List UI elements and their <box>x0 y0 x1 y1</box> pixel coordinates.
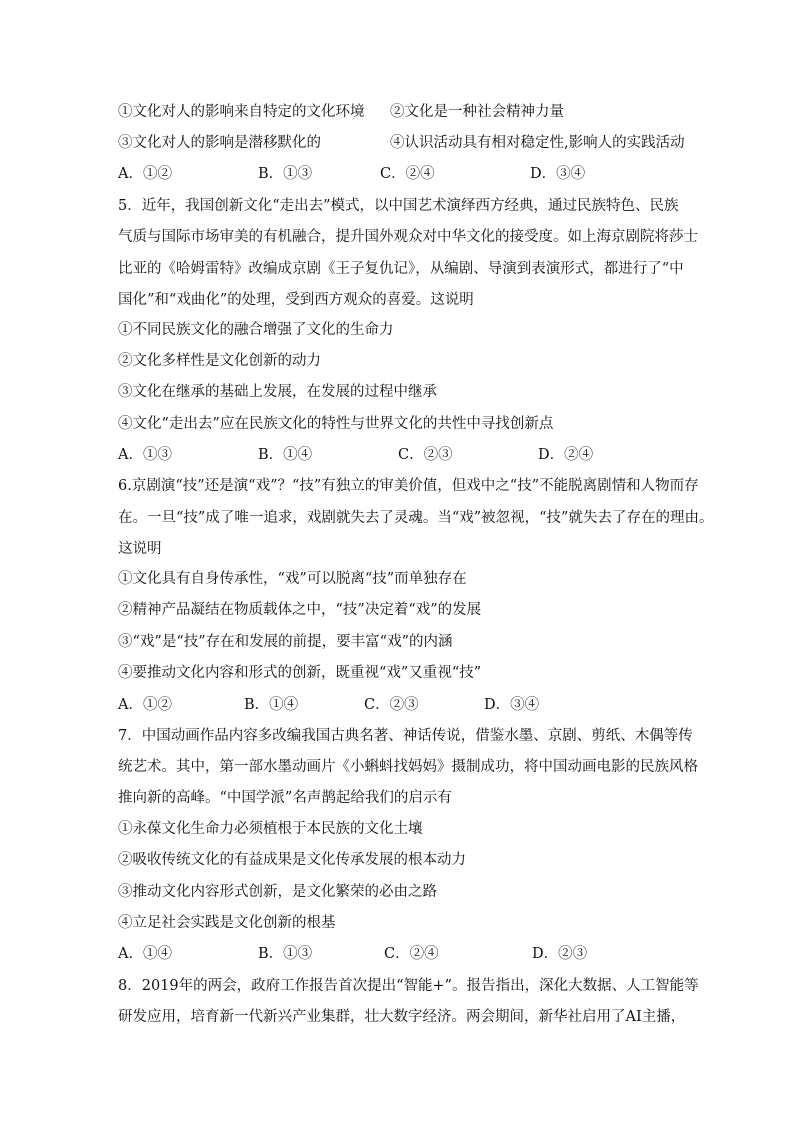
q6-option: ④要推动文化内容和形式的创新，既重视“戏”又重视“技” <box>118 665 482 681</box>
q6-option: ①文化具有自身传承性，“戏”可以脱离“技”而单独存在 <box>118 571 467 587</box>
choice-d: D．②③ <box>532 946 588 962</box>
choice-c: C．②④ <box>384 946 439 962</box>
choice-a: A．①④ <box>118 946 172 962</box>
q4-option-2: ②文化是一种社会精神力量 <box>390 104 564 120</box>
q6-option: ③“戏”是“技”存在和发展的前提，要丰富“戏”的内涵 <box>118 634 453 650</box>
q7-option: ②吸收传统文化的有益成果是文化传承发展的根本动力 <box>118 852 466 868</box>
q7-option: ④立足社会实践是文化创新的根基 <box>118 915 336 931</box>
q7-stem-line: 7．中国动画作品内容多改编我国古典名著、神话传说，借鉴水墨、京剧、剪纸、木偶等传 <box>118 728 693 744</box>
q6-stem-line: 6.京剧演“技”还是演“戏”？“技”有独立的审美价值，但戏中之“技”不能脱离剧情和人物而存 <box>118 478 699 494</box>
choice-a: A．①② <box>118 166 172 182</box>
choice-a: A．①③ <box>118 447 172 463</box>
choice-b: B．①④ <box>244 697 299 713</box>
q6-stem-line: 在。一旦“技”成了唯一追求，戏剧就失去了灵魂。当“戏”被忽视，“技”就失去了存在的理由。 <box>118 510 714 526</box>
q7-option: ③推动文化内容形式创新，是文化繁荣的必由之路 <box>118 884 437 900</box>
q7-stem-line: 推向新的高峰。“中国学派”名声鹊起给我们的启示有 <box>118 790 452 806</box>
q5-option: ④文化“走出去”应在民族文化的特性与世界文化的共性中寻找创新点 <box>118 416 554 432</box>
q8-stem-line: 研发应用，培育新一代新兴产业集群，壮大数字经济。两会期间，新华社启用了AI主播， <box>118 1009 686 1025</box>
q7-option: ①永葆文化生命力必须植根于本民族的文化土壤 <box>118 821 423 837</box>
q5-stem-line: 气质与国际市场审美的有机融合，提升国外观众对中华文化的接受度。如上海京剧院将莎士 <box>118 229 698 245</box>
choice-d: D．③④ <box>484 697 540 713</box>
choice-c: C．②④ <box>380 166 435 182</box>
q7-stem-line: 统艺术。其中，第一部水墨动画片《小蝌蚪找妈妈》摄制成功，将中国动画电影的民族风格 <box>118 759 698 775</box>
choice-b: B．①③ <box>258 946 313 962</box>
q5-option: ③文化在继承的基础上发展，在发展的过程中继承 <box>118 384 437 400</box>
choice-d: D．②④ <box>538 447 594 463</box>
q5-option: ①不同民族文化的融合增强了文化的生命力 <box>118 322 394 338</box>
q4-option-1: ①文化对人的影响来自特定的文化环境 <box>118 104 365 120</box>
q5-stem-line: 国化”和“戏曲化”的处理，受到西方观众的喜爱。这说明 <box>118 292 474 308</box>
choice-c: C．②③ <box>364 697 419 713</box>
choice-a: A．①② <box>118 697 172 713</box>
choice-c: C．②③ <box>398 447 453 463</box>
choice-b: B．①③ <box>258 166 313 182</box>
q6-stem-line: 这说明 <box>118 541 162 557</box>
q6-option: ②精神产品凝结在物质载体之中，“技”决定着“戏”的发展 <box>118 602 482 618</box>
q8-stem-line: 8．2019年的两会，政府工作报告首次提出“智能+”。报告指出，深化大数据、人工智能等 <box>118 978 699 994</box>
q4-option-4: ④认识活动具有相对稳定性,影响人的实践活动 <box>390 135 685 151</box>
q4-option-3: ③文化对人的影响是潜移默化的 <box>118 135 321 151</box>
choice-d: D．③④ <box>530 166 586 182</box>
q5-option: ②文化多样性是文化创新的动力 <box>118 353 321 369</box>
choice-b: B．①④ <box>258 447 313 463</box>
q5-stem-line: 5．近年，我国创新文化“走出去”模式，以中国艺术演绎西方经典，通过民族特色、民族 <box>118 198 679 214</box>
q5-stem-line: 比亚的《哈姆雷特》改编成京剧《王子复仇记》，从编剧、导演到表演形式，都进行了“中 <box>118 261 684 277</box>
